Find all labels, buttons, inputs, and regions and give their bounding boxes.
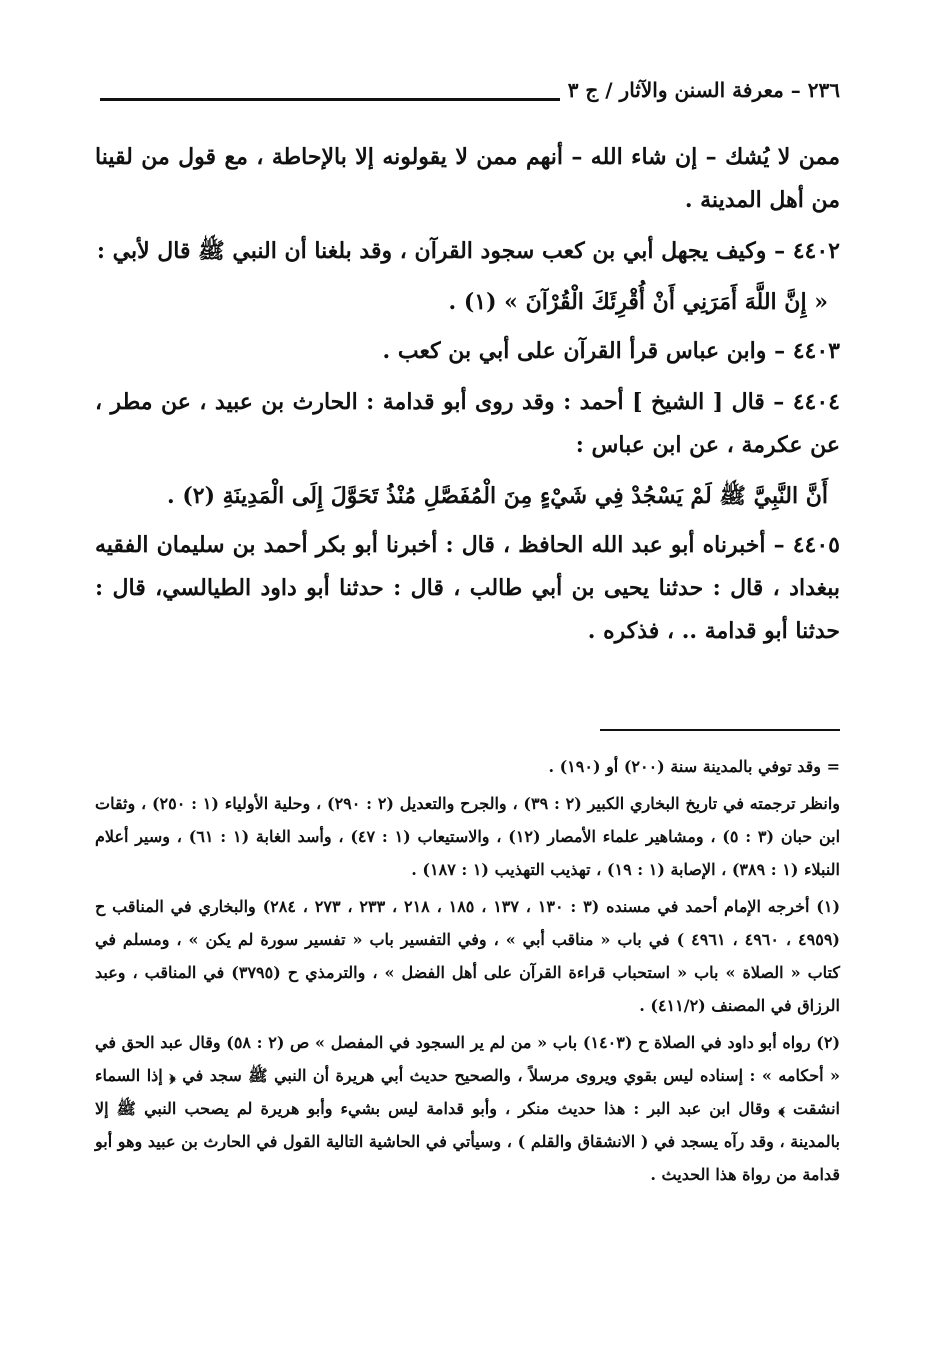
hadith-quote-2: أَنَّ النَّبِيَّ ﷺ لَمْ يَسْجُدْ فِي شَيْءٍ مِنَ الْمُفَصَّلِ مُنْذُ تَحَوَّلَ إِلَى الْمَدِينَةِ (٢) . [167, 483, 828, 509]
paragraph-4402: ٤٤٠٢ – وكيف يجهل أبي بن كعب سجود القرآن ، وقد بلغنا أن النبي ﷺ قال لأبي : [96, 238, 840, 264]
footnote-2: (٢) رواه أبو داود في الصلاة ح (١٤٠٣) باب « من لم ير السجود في المفصل » ص (٢ : ٥٨) وقال عبد الحق في « أحكامه » : إسناده ليس بقوي ويروى مرسلاً ، والصحيح حديث أبي هريرة أن النبي ﷺ سجد في ﴿ إذا السماء انشقت ﴾ وقال ابن عبد البر : هذا حديث منكر ، وأبو قدامة ليس بشيء وأبو هريرة لم يصحب النبي ﷺ إلا بالمدينة ، وقد رآه يسجد في ( الانشقاق والقلم ) ، وسيأتي في الحاشية التالية القول في الحارث بن عبيد وهو أبو قدامة من رواة هذا الحديث . [95, 1033, 841, 1184]
hadith-quote-1: « إِنَّ اللَّهَ أَمَرَنِي أَنْ أُقْرِئَكَ الْقُرْآنَ » (١) . [448, 289, 828, 315]
running-header [100, 78, 840, 112]
paragraph-4404: ٤٤٠٤ – قال [ الشيخ ] أحمد : وقد روى أبو قدامة : الحارث بن عبيد ، عن مطر ، عن عكرمة ، عن ابن عباس : [95, 389, 840, 458]
footnote-1: (١) أخرجه الإمام أحمد في مسنده (٣ : ١٣٠ ، ١٣٧ ، ١٨٥ ، ٢١٨ ، ٢٣٣ ، ٢٧٣ ، ٢٨٤) والبخاري في المناقب ح (٤٩٥٩ ، ٤٩٦٠ ، ٤٩٦١ ) في باب « مناقب أبي » ، وفي التفسير باب « تفسير سورة لم يكن » ، ومسلم في كتاب « الصلاة » باب « استحباب قراءة القرآن على أهل الفضل » ، والترمذي ح (٣٧٩٥) في المناقب ، وعبد الرزاق في المصنف (٤١١/٢) . [95, 897, 841, 1015]
paragraph-4403: ٤٤٠٣ – وابن عباس قرأ القرآن على أبي بن كعب . [382, 338, 840, 364]
footnote-separator [600, 729, 840, 731]
footnote-continuation: = وقد توفي بالمدينة سنة (٢٠٠) أو (١٩٠) . [548, 757, 840, 776]
footnotes [95, 750, 840, 1195]
main-text [95, 136, 840, 661]
paragraph-continuation: ممن لا يُشك – إن شاء الله – أنهم ممن لا يقولونه إلا بالإحاطة ، مع قول من لقينا من أهل المدينة . [95, 144, 840, 213]
footnote-biography-refs: وانظر ترجمته في تاريخ البخاري الكبير (٢ : ٣٩) ، والجرح والتعديل (٢ : ٢٩٠) ، وحلية الأولياء (١ : ٢٥٠) ، وثقات ابن حبان (٣ : ٥) ، ومشاهير علماء الأمصار (١٢) ، والاستيعاب (١ : ٤٧) ، وأسد الغابة (١ : ٦١) ، وسير أعلام النبلاء (١ : ٣٨٩) ، الإصابة (١ : ١٩) ، تهذيب التهذيب (١ : ١٨٧) . [95, 794, 841, 879]
header-rule [100, 98, 570, 101]
paragraph-4405: ٤٤٠٥ – أخبرناه أبو عبد الله الحافظ ، قال : أخبرنا أبو بكر أحمد بن سليمان الفقيه ببغداد ، قال : حدثنا يحيى بن أبي طالب ، قال : حدثنا أبو داود الطيالسي، قال : حدثنا أبو قدامة .. ، فذكره . [95, 532, 840, 644]
header-title: ٢٣٦ – معرفة السنن والآثار / ج ٣ [560, 78, 840, 102]
